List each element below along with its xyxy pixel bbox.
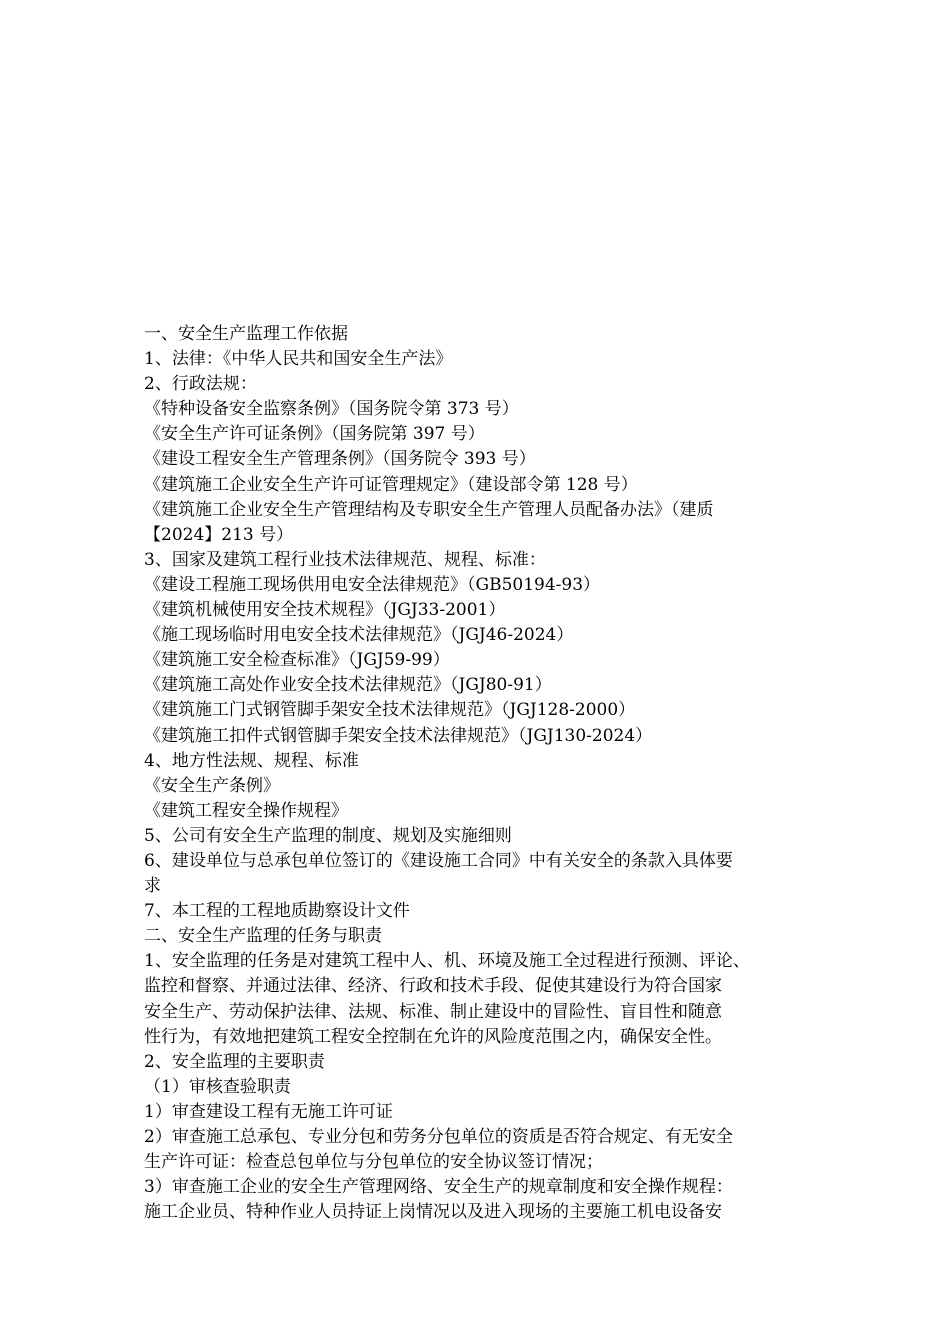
text-line: （1）审核查验职责 (144, 1076, 291, 1097)
text-line: 《施工现场临时用电安全技术法律规范》（JGJ46-2024） (144, 625, 574, 646)
text-line: 《建筑施工扣件式钢管脚手架安全技术法律规范》（JGJ130-2024） (144, 725, 653, 746)
text-line: 《建筑机械使用安全技术规程》（JGJ33-2001） (144, 600, 506, 621)
text-line: 4、地方性法规、规程、标准 (144, 750, 359, 771)
text-line: 《建筑施工安全检查标准》（JGJ59-99） (144, 650, 450, 671)
text-line: 《建筑施工高处作业安全技术法律规范》（JGJ80-91） (144, 675, 552, 696)
text-line: 1、安全监理的任务是对建筑工程中人、机、环境及施工全过程进行预测、评论、 (144, 951, 750, 972)
text-line: 《建筑施工门式钢管脚手架安全技术法律规范》（JGJ128-2000） (144, 700, 636, 721)
text-line: 《安全生产条例》 (144, 775, 280, 796)
text-line: 6、建设单位与总承包单位签订的《建设施工合同》中有关安全的条款入具体要 (144, 850, 733, 871)
text-line: 《建筑施工企业安全生产管理结构及专职安全生产管理人员配备办法》（建质 (144, 499, 714, 520)
text-line: 7、本工程的工程地质勘察设计文件 (144, 901, 410, 922)
text-line: 监控和督察、并通过法律、经济、行政和技术手段、促使其建设行为符合国家 (144, 976, 722, 997)
text-line: 3）审查施工企业的安全生产管理网络、安全生产的规章制度和安全操作规程： (144, 1177, 733, 1198)
section-heading: 二、安全生产监理的任务与职责 (144, 926, 382, 947)
text-line: 1、法律：《中华人民共和国安全生产法》 (144, 349, 453, 370)
text-line: 性行为，有效地把建筑工程安全控制在允许的风险度范围之内，确保安全性。 (144, 1026, 722, 1047)
text-line: 3、国家及建筑工程行业技术法律规范、规程、标准： (144, 549, 546, 570)
text-line: 《建设工程安全生产管理条例》（国务院令 393 号） (144, 449, 536, 470)
text-line: 5、公司有安全生产监理的制度、规划及实施细则 (144, 825, 512, 846)
text-line: 施工企业员、特种作业人员持证上岗情况以及进入现场的主要施工机电设备安 (144, 1202, 722, 1223)
text-line: 《建筑施工企业安全生产许可证管理规定》（建设部令第 128 号） (144, 474, 638, 495)
text-line: 安全生产、劳动保护法律、法规、标准、制止建设中的冒险性、盲目性和随意 (144, 1001, 722, 1022)
text-line: 生产许可证：检查总包单位与分包单位的安全协议签订情况； (144, 1152, 603, 1173)
section-heading: 一、安全生产监理工作依据 (144, 324, 348, 344)
text-line: 2、安全监理的主要职责 (144, 1051, 325, 1072)
text-line: 1）审查建设工程有无施工许可证 (144, 1101, 393, 1122)
text-line: 2）审查施工总承包、专业分包和劳务分包单位的资质是否符合规定、有无安全 (144, 1127, 733, 1147)
text-line: 《特种设备安全监察条例》（国务院令第 373 号） (144, 399, 519, 420)
text-line: 《安全生产许可证条例》（国务院第 397 号） (144, 424, 485, 445)
text-line: 《建筑工程安全操作规程》 (144, 800, 348, 821)
document-body (144, 322, 824, 1225)
text-line: 求 (144, 876, 161, 897)
text-line: 《建设工程施工现场供用电安全法律规范》（GB50194-93） (144, 574, 601, 595)
text-line: 【2024】213 号） (144, 524, 294, 545)
text-line: 2、行政法规： (144, 374, 257, 395)
